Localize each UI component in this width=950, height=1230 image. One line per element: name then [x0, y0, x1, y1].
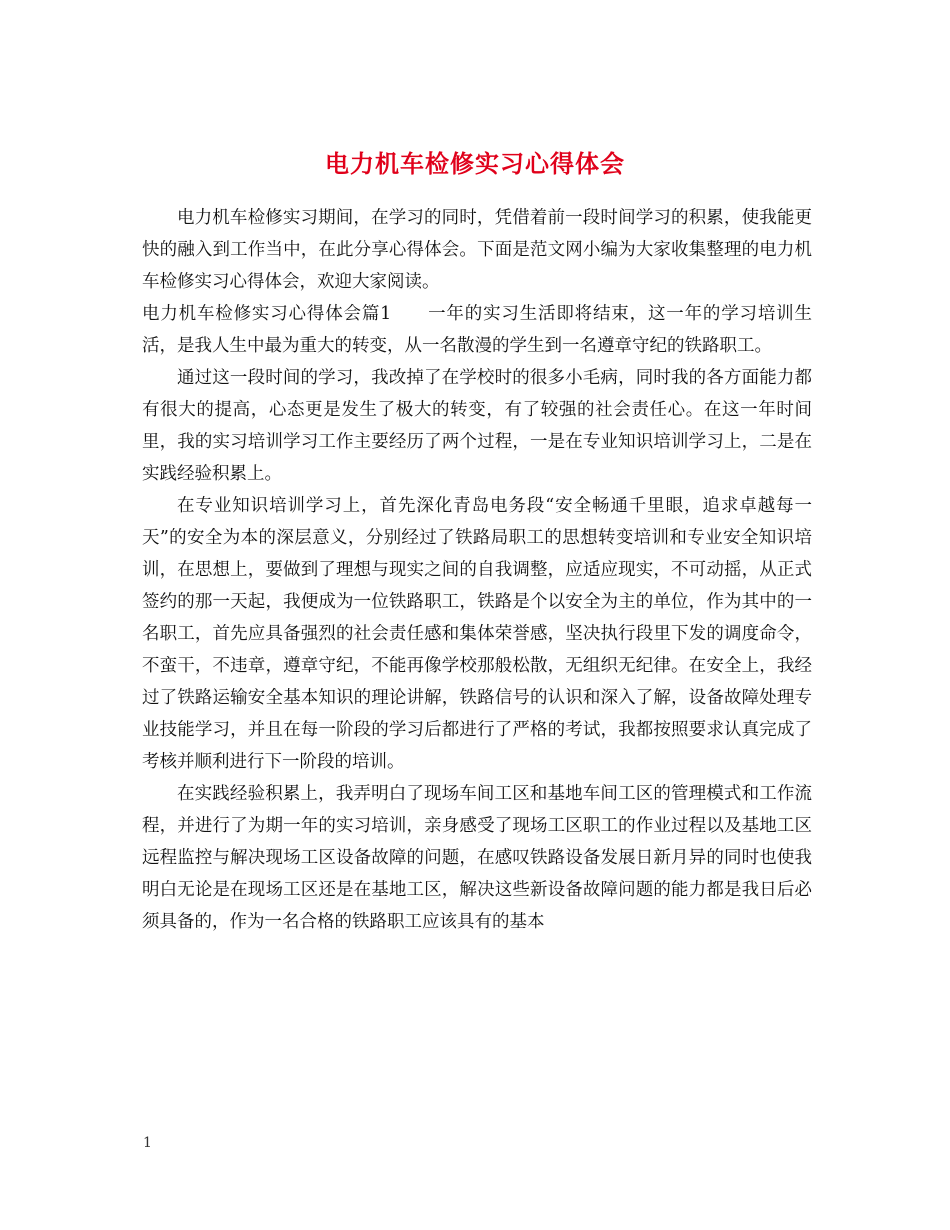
document-body — [142, 202, 812, 938]
paragraph-2: 通过这一段时间的学习，我改掉了在学校时的很多小毛病，同时我的各方面能力都有很大的提高，心态更是发生了极大的转变，有了较强的社会责任心。在这一年时间里，我的实习培训学习工作主要经历了两个过程，一是在专业知识培训学习上，二是在实践经验积累上。 — [142, 368, 812, 484]
page-number: 1 — [143, 1135, 152, 1151]
paragraph-4: 在实践经验积累上，我弄明白了现场车间工区和基地车间工区的管理模式和工作流程，并进行了为期一年的实习培训，亲身感受了现场工区职工的作业过程以及基地工区远程监控与解决现场工区设备故障的问题，在感叹铁路设备发展日新月异的同时也使我明白无论是在现场工区还是在基地工区，解决这些新设备故障问题的能力都是我日后必须具备的，作为一名合格的铁路职工应该具有的基本 — [142, 784, 812, 932]
document-title: 电力机车检修实习心得体会 — [325, 149, 625, 179]
paragraph-3: 在专业知识培训学习上，首先深化青岛电务段“安全畅通千里眼，追求卓越每一天”的安全为本的深层意义，分别经过了铁路局职工的思想转变培训和专业安全知识培训，在思想上，要做到了理想与现实之间的自我调整，应适应现实，不可动摇，从正式签约的那一天起，我便成为一位铁路职工，铁路是个以安全为主的单位，作为其中的一名职工，首先应具备强烈的社会责任感和集体荣誉感，坚决执行段里下发的调度命令，不蛮干，不违章，遵章守纪，不能再像学校那般松散，无组织无纪律。在安全上，我经过了铁路运输安全基本知识的理论讲解，铁路信号的认识和深入了解，设备故障处理专业技能学习，并且在每一阶段的学习后都进行了严格的考试，我都按照要求认真完成了考核并顺利进行下一阶段的培训。 — [142, 496, 812, 772]
intro-paragraph: 电力机车检修实习期间，在学习的同时，凭借着前一段时间学习的积累，使我能更快的融入到工作当中，在此分享心得体会。下面是范文网小编为大家收集整理的电力机车检修实习心得体会，欢迎大家阅读。 — [142, 208, 812, 292]
section-1-paragraph — [142, 298, 812, 362]
section-1-text: 一年的实习生活即将结束，这一年的学习培训生活，是我人生中最为重大的转变，从一名散漫的学生到一名遵章守纪的铁路职工。 — [142, 304, 813, 356]
section-1-heading: 电力机车检修实习心得体会篇1 — [142, 304, 392, 324]
